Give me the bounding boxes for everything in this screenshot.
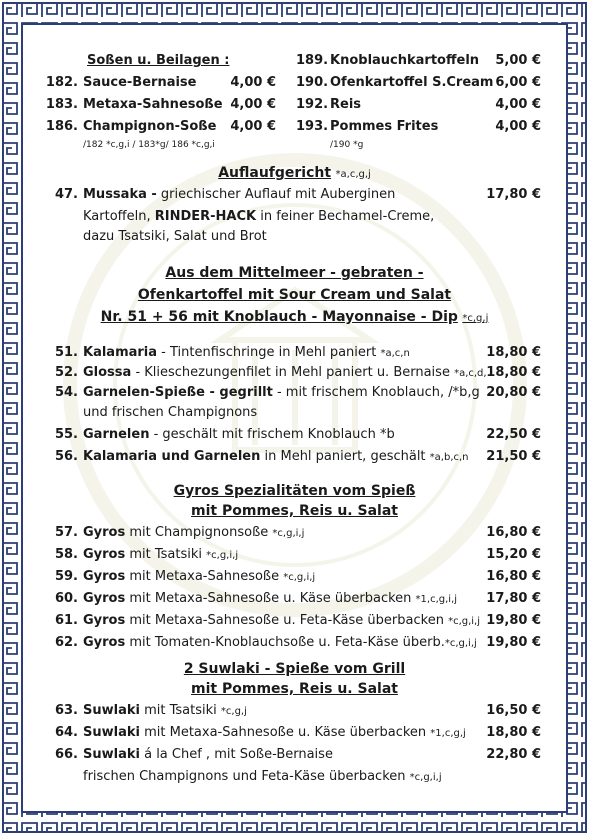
sea-dip-allergens: *c,g,j (462, 313, 489, 324)
suwlaki-item (83, 724, 466, 743)
auflauf-title-text: Auflaufgericht (218, 165, 332, 181)
item-allergens: *c,g,j (220, 706, 247, 717)
side-number: 192. (296, 97, 329, 112)
item-desc: griechischer Auflauf mit Auberginen (156, 187, 396, 202)
item-name: Mussaka - (83, 187, 157, 202)
item-desc: mit Tomaten-Knoblauchsoße u. Feta-Käse überb. (125, 635, 445, 650)
gyros-item (83, 524, 304, 543)
item-name: Gyros (83, 525, 126, 540)
side-number: 189. (296, 53, 329, 68)
sauce-name: Sauce-Bernaise (83, 75, 197, 90)
side-number: 193. (296, 119, 329, 134)
sea-item (83, 364, 487, 383)
item-price: 21,50 € (486, 449, 541, 464)
sauce-number: 182. (45, 75, 78, 90)
item-name: Gyros (83, 635, 126, 650)
sauce-price: 4,00 € (230, 75, 276, 90)
sea-item (83, 384, 480, 402)
sauce-number: 183. (45, 97, 78, 112)
item-price: 17,80 € (486, 187, 541, 202)
item-number: 47. (54, 187, 78, 202)
item-desc: mit Metaxa-Sahnesoße (125, 569, 284, 584)
item-number: 56. (54, 449, 78, 464)
item-desc: á la Chef , mit Soße-Bernaise (139, 747, 333, 762)
sauces-title: Soßen u. Beilagen : (87, 53, 230, 68)
item-desc: mit Tsatsiki (139, 703, 221, 718)
item-allergens: *c,g,i,j (444, 638, 477, 649)
side-price: 4,00 € (495, 97, 541, 112)
item-price: 19,80 € (486, 613, 541, 628)
item-allergens: *1,c,g,i,j (415, 594, 458, 605)
item-desc: mit Tsatsiki (125, 547, 207, 562)
item-number: 59. (54, 569, 78, 584)
sauce-number: 186. (45, 119, 78, 134)
sauce-price: 4,00 € (230, 97, 276, 112)
item-price: 22,80 € (486, 747, 541, 762)
item-number: 66. (54, 747, 78, 762)
sea-item (83, 344, 410, 363)
sea-title: Aus dem Mittelmeer - gebraten - (165, 265, 424, 281)
item-price: 18,80 € (486, 365, 541, 380)
gyros-item (83, 612, 480, 631)
item-price: 16,80 € (486, 525, 541, 540)
item-name: Suwlaki (83, 703, 140, 718)
item-desc-continued (83, 768, 442, 787)
item-desc: - Tintenfischringe in Mehl paniert (157, 345, 381, 360)
item-price: 18,80 € (486, 345, 541, 360)
item-allergens: *c,g,i,j (206, 550, 239, 561)
sauce-name: Metaxa-Sahnesoße (83, 97, 223, 112)
item-price: 22,50 € (486, 427, 541, 442)
side-price: 4,00 € (495, 119, 541, 134)
side-name: Ofenkartoffel S.Cream (330, 75, 494, 90)
auflauf-item-line3: dazu Tsatsiki, Salat und Brot (83, 229, 267, 244)
item-price: 15,20 € (486, 547, 541, 562)
side-number: 190. (296, 75, 329, 90)
side-name: Pommes Frites (330, 119, 439, 134)
sea-item (83, 448, 469, 467)
suwlaki-title: 2 Suwlaki - Spieße vom Grill (183, 661, 406, 677)
item-allergens: *a,c,n (380, 348, 410, 359)
item-name: Kalamaria und Garnelen (83, 449, 261, 464)
suwlaki-subtitle: mit Pommes, Reis u. Salat (191, 681, 398, 697)
item-price: 20,80 € (486, 385, 541, 400)
item-name: Suwlaki (83, 747, 140, 762)
item-price: 18,80 € (486, 725, 541, 740)
item-allergens: *a,c,d, (454, 368, 487, 379)
item-number: 52. (54, 365, 78, 380)
item-desc: in feiner Bechamel-Creme, (256, 209, 435, 224)
side-name: Knoblauchkartoffeln (330, 53, 480, 68)
item-number: 55. (54, 427, 78, 442)
item-allergens: *c,g,i,j (272, 528, 305, 539)
item-desc: in Mehl paniert, geschält (260, 449, 430, 464)
gyros-title: Gyros Spezialitäten vom Spieß (173, 483, 416, 499)
item-number: 62. (54, 635, 78, 650)
item-name: Gyros (83, 591, 126, 606)
item-number: 51. (54, 345, 78, 360)
item-name: Suwlaki (83, 725, 140, 740)
sauce-name: Champignon-Soße (83, 119, 217, 134)
side-price: 5,00 € (495, 53, 541, 68)
gyros-item (83, 546, 238, 565)
item-name: Gyros (83, 569, 126, 584)
sauce-price: 4,00 € (230, 119, 276, 134)
item-allergens: *c,g,i,j (409, 772, 442, 783)
item-price: 19,80 € (486, 635, 541, 650)
suwlaki-item (83, 746, 333, 764)
auflauf-title-allergens: *a,c,g,j (335, 169, 371, 180)
gyros-item (83, 568, 315, 587)
menu-page (26, 28, 563, 808)
sea-subtitle: Ofenkartoffel mit Sour Cream und Salat (137, 287, 452, 303)
item-name: Kalamaria (83, 345, 158, 360)
item-desc: mit Metaxa-Sahnesoße u. Käse überbacken (139, 725, 431, 740)
item-name: Garnelen-Spieße - gegrillt (83, 385, 273, 400)
item-desc: Kartoffeln, (83, 209, 155, 224)
auflauf-item-line1 (83, 186, 395, 204)
item-number: 57. (54, 525, 78, 540)
item-price: 16,50 € (486, 703, 541, 718)
item-desc-bold: RINDER-HACK (154, 209, 257, 224)
item-desc: frischen Champignons und Feta-Käse überbacken (83, 769, 410, 784)
item-desc: - geschält mit frischem Knoblauch *b (149, 427, 395, 442)
auflauf-title (26, 164, 563, 184)
side-name: Reis (330, 97, 362, 112)
item-allergens: *a,b,c,n (429, 452, 469, 463)
item-number: 60. (54, 591, 78, 606)
item-number: 54. (54, 385, 78, 400)
gyros-subtitle: mit Pommes, Reis u. Salat (191, 503, 398, 519)
sea-dip-line (26, 308, 563, 328)
auflauf-item-line2 (83, 208, 434, 226)
sauce-allergen-note: /182 *c,g,i / 183*g/ 186 *c,g,i (83, 140, 215, 150)
gyros-item (83, 590, 457, 609)
side-price: 6,00 € (495, 75, 541, 90)
item-desc: mit Champignonsoße (125, 525, 273, 540)
gyros-item (83, 634, 477, 653)
side-allergen-note: /190 *g (330, 140, 364, 150)
item-name: Glossa (83, 365, 132, 380)
item-name: Gyros (83, 547, 126, 562)
item-desc: mit Metaxa-Sahnesoße u. Feta-Käse überbacken (125, 613, 449, 628)
item-desc: mit Metaxa-Sahnesoße u. Käse überbacken (125, 591, 416, 606)
item-price: 16,80 € (486, 569, 541, 584)
item-desc: - mit frischem Knoblauch, /*b,g (272, 385, 480, 400)
item-allergens: *c,g,i,j (448, 616, 481, 627)
item-allergens: *1,c,g,j (430, 728, 466, 739)
item-price: 17,80 € (486, 591, 541, 606)
sea-item (83, 426, 395, 444)
suwlaki-item (83, 702, 247, 721)
item-desc-continued: und frischen Champignons (83, 405, 258, 420)
item-desc: - Klieschezungenfilet in Mehl paniert u. Bernaise (131, 365, 455, 380)
item-name: Gyros (83, 613, 126, 628)
item-name: Garnelen (83, 427, 150, 442)
sea-dip-text: Nr. 51 + 56 mit Knoblauch - Mayonnaise - Dip (100, 309, 458, 325)
item-number: 64. (54, 725, 78, 740)
item-number: 61. (54, 613, 78, 628)
item-number: 58. (54, 547, 78, 562)
item-allergens: *c,g,i,j (283, 572, 316, 583)
item-number: 63. (54, 703, 78, 718)
